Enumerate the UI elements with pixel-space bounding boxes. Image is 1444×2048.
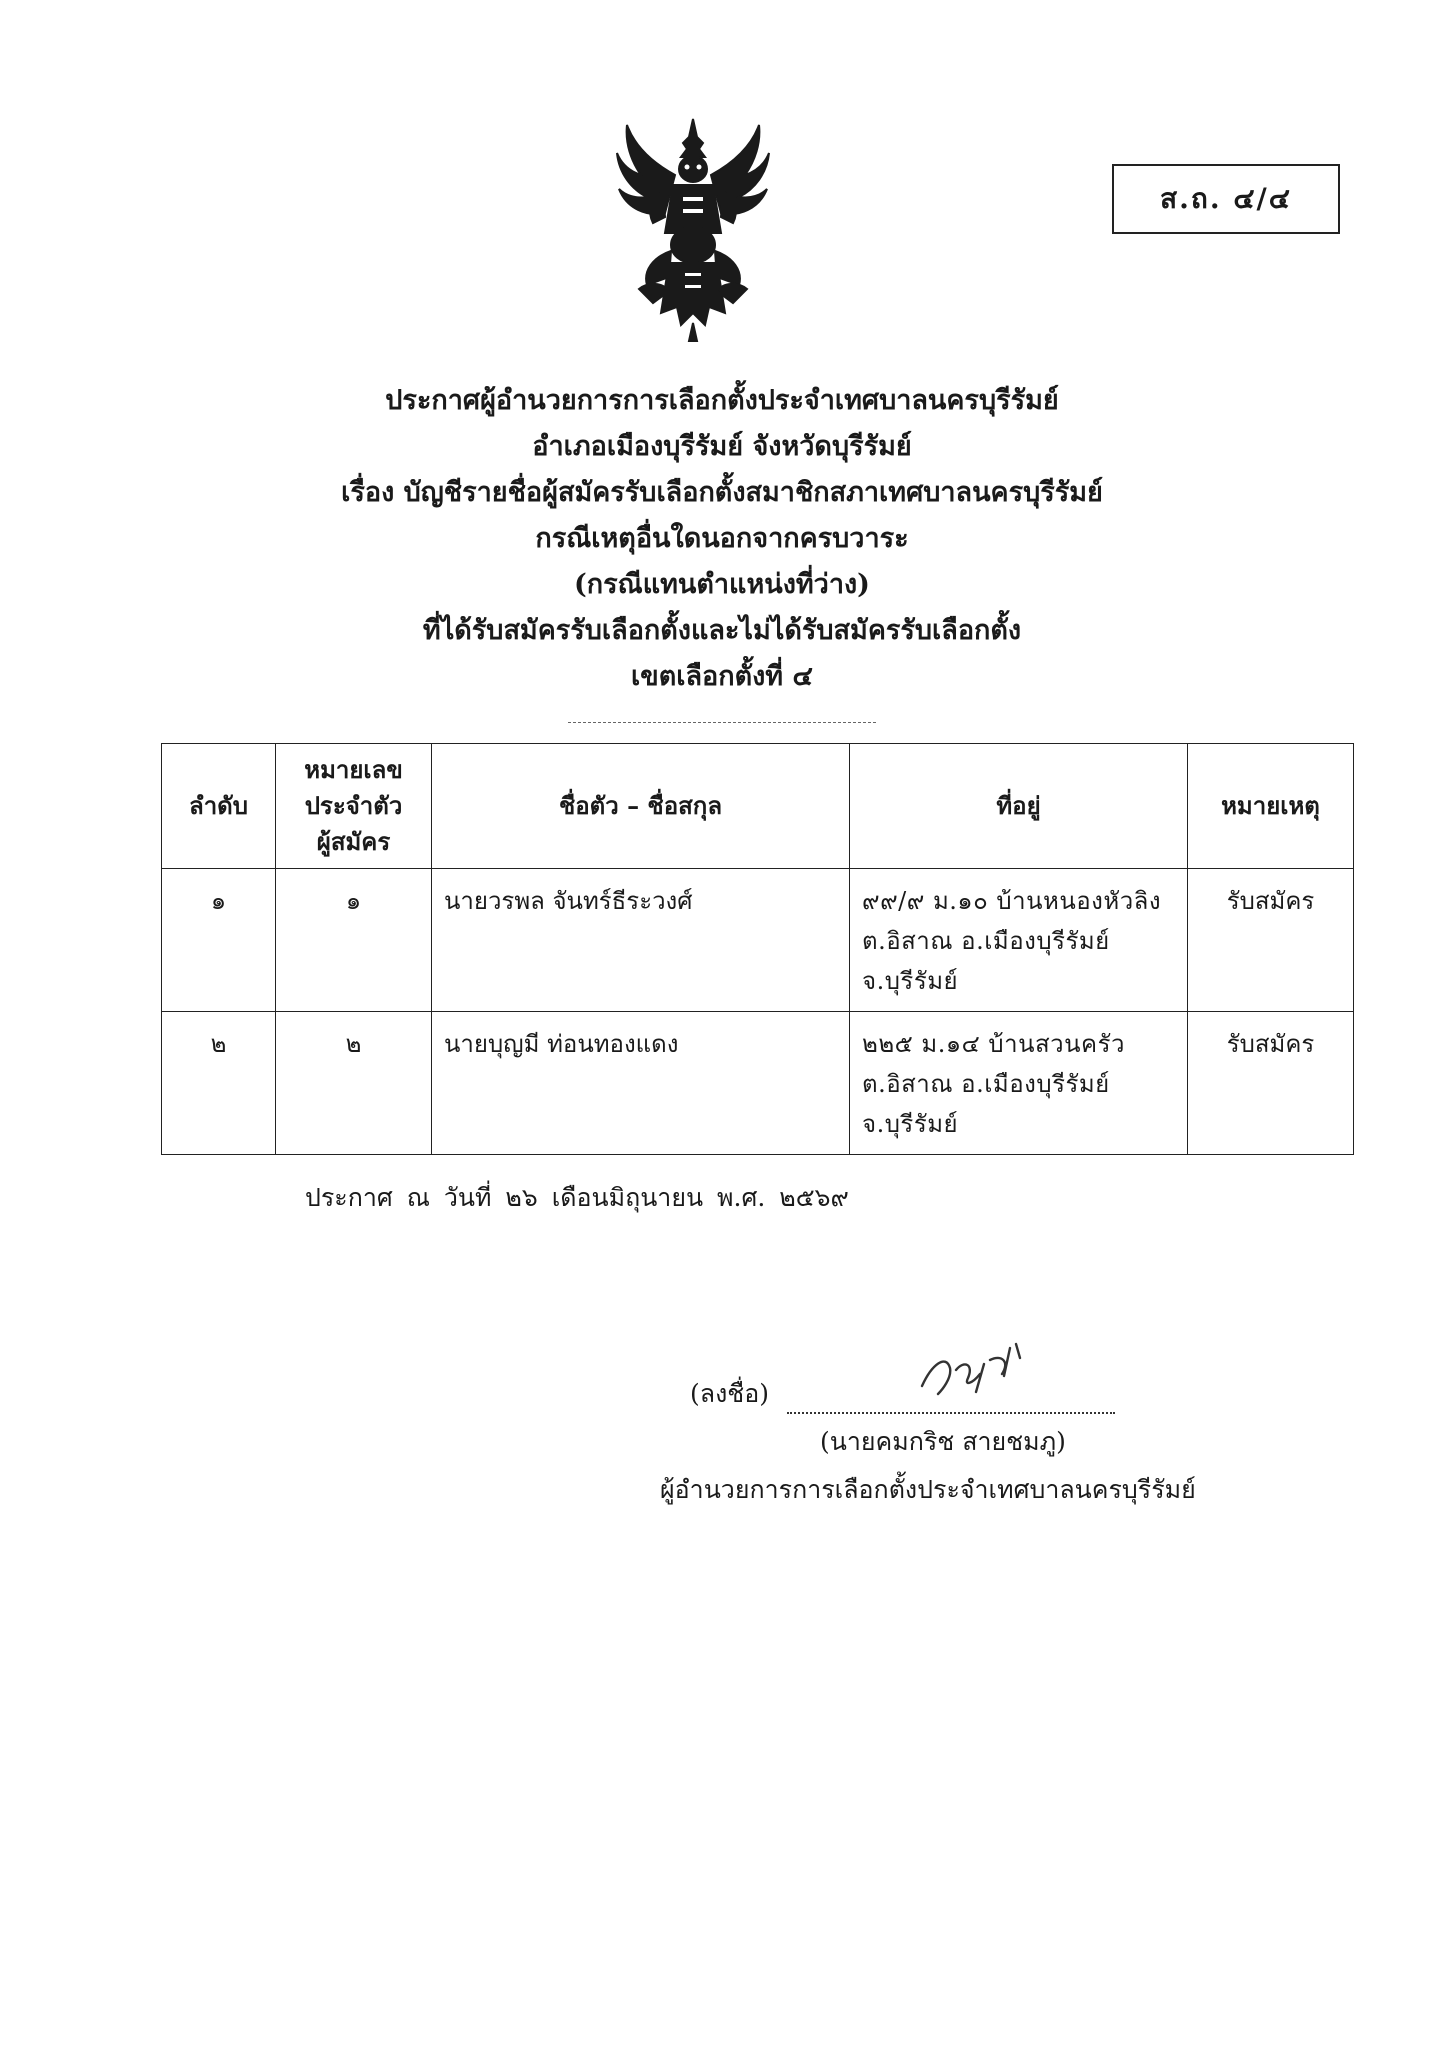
- cell-candidate-number: ๑: [276, 869, 432, 1012]
- address-line-1: ๙๙/๙ ม.๑๐ บ้านหนองหัวลิง: [862, 887, 1162, 915]
- cell-name: นายวรพล จันทร์ธีระวงศ์: [432, 869, 850, 1012]
- cell-address: [850, 1012, 1188, 1155]
- cell-candidate-number: ๒: [276, 1012, 432, 1155]
- cell-order: ๑: [162, 869, 276, 1012]
- candidate-table: [161, 743, 1354, 1155]
- cell-remark: รับสมัคร: [1188, 1012, 1354, 1155]
- form-code-box: [1112, 164, 1340, 234]
- cell-remark: รับสมัคร: [1188, 869, 1354, 1012]
- heading-line-1: ประกาศผู้อำนวยการการเลือกตั้งประจำเทศบาลนครบุรีรัมย์: [385, 385, 1059, 416]
- table-header-row: [162, 744, 1354, 869]
- address-line-2: ต.อิสาณ อ.เมืองบุรีรัมย์: [862, 1070, 1110, 1098]
- signatory-name: (นายคมกริช สายชมภู): [820, 1427, 1066, 1456]
- heading-line-5: (กรณีแทนตำแหน่งที่ว่าง): [574, 569, 870, 600]
- header-remark: หมายเหตุ: [1188, 744, 1354, 869]
- address-line-3: จ.บุรีรัมย์: [862, 967, 959, 995]
- form-code: ส.ถ. ๔/๔: [1160, 182, 1292, 215]
- header-order: ลำดับ: [162, 744, 276, 869]
- header-candidate-number: [276, 744, 432, 869]
- header-number-line-3: ผู้สมัคร: [316, 827, 391, 856]
- heading-line-6: ที่ได้รับสมัครรับเลือกตั้งและไม่ได้รับสมัครรับเลือกตั้ง: [422, 615, 1022, 646]
- header-name: ชื่อตัว – ชื่อสกุล: [432, 744, 850, 869]
- announcement-date: ประกาศ ณ วันที่ ๒๖ เดือนมิถุนายน พ.ศ. ๒๕๖๙: [305, 1183, 849, 1212]
- cell-name: นายบุญมี ท่อนทองแดง: [432, 1012, 850, 1155]
- header-number-line-1: หมายเลข: [304, 755, 403, 784]
- address-line-2: ต.อิสาณ อ.เมืองบุรีรัมย์: [862, 927, 1110, 955]
- heading-line-7: เขตเลือกตั้งที่ ๔: [631, 661, 813, 692]
- signatory-position: ผู้อำนวยการการเลือกตั้งประจำเทศบาลนครบุรีรัมย์: [660, 1475, 1196, 1504]
- announcement-heading: [0, 378, 1444, 723]
- signature-label: (ลงชื่อ): [690, 1379, 770, 1408]
- cell-address: [850, 869, 1188, 1012]
- table-row: [162, 1012, 1354, 1155]
- heading-divider: [568, 722, 876, 723]
- address-line-1: ๒๒๕ ม.๑๔ บ้านสวนครัว: [862, 1030, 1125, 1058]
- heading-line-2: อำเภอเมืองบุรีรัมย์ จังหวัดบุรีรัมย์: [532, 431, 912, 462]
- header-address: ที่อยู่: [850, 744, 1188, 869]
- address-line-3: จ.บุรีรัมย์: [862, 1110, 959, 1138]
- heading-line-4: กรณีเหตุอื่นใดนอกจากครบวาระ: [535, 523, 909, 554]
- header-number-line-2: ประจำตัว: [304, 791, 403, 820]
- garuda-emblem-icon: [613, 113, 773, 345]
- heading-line-3: เรื่อง บัญชีรายชื่อผู้สมัครรับเลือกตั้งสมาชิกสภาเทศบาลนครบุรีรัมย์: [341, 477, 1103, 508]
- table-row: [162, 869, 1354, 1012]
- cell-order: ๒: [162, 1012, 276, 1155]
- handwritten-signature-icon: [912, 1334, 1062, 1404]
